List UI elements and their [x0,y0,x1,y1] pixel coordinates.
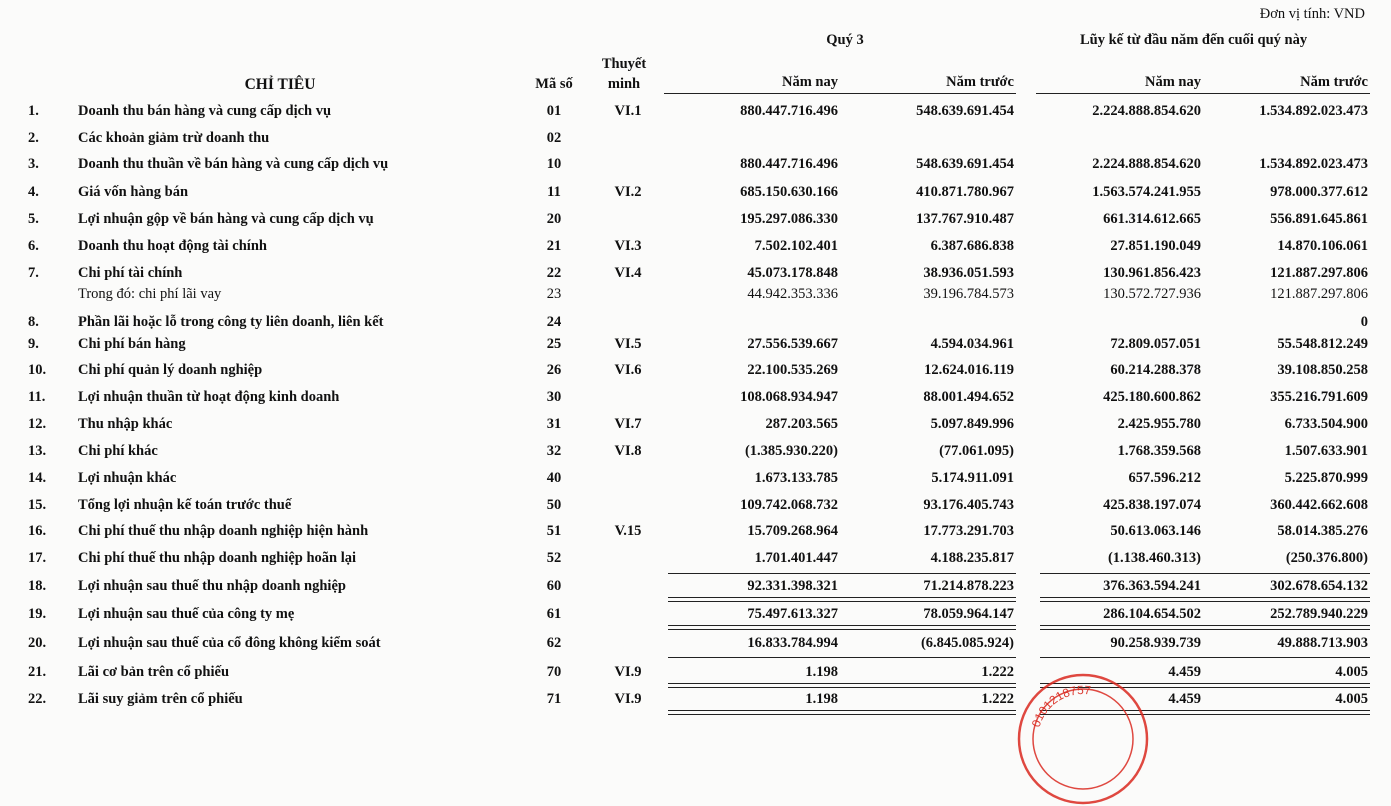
total-rule [668,657,1016,658]
double-rule [1040,597,1370,602]
total-rule [1040,573,1370,574]
table-row: 7. Chi phí tài chính 22 VI.4 45.073.178.848 38.936.051.593 130.961.856.423 121.887.297.806 [28,265,1368,281]
col-note-header-line2: minh [607,76,641,92]
double-rule [668,597,1016,602]
total-rule [668,573,1016,574]
table-row: 15. Tổng lợi nhuận kế toán trước thuế 50 109.742.068.732 93.176.405.743 425.838.197.074 360.442.662.608 [28,497,1368,513]
col-ytd-this-year: Năm nay [1145,74,1201,90]
table-row: 10. Chi phí quản lý doanh nghiệp 26 VI.6 22.100.535.269 12.624.016.119 60.214.288.378 39.108.850.258 [28,362,1368,378]
company-seal-icon [1016,672,1150,806]
table-row: 21. Lãi cơ bản trên cổ phiếu 70 VI.9 1.198 1.222 4.459 4.005 [28,664,1368,680]
table-row: 16. Chi phí thuế thu nhập doanh nghiệp hiện hành 51 V.15 15.709.268.964 17.773.291.703 50.613.063.146 58.014.385.276 [28,523,1368,539]
col-note-header-line1: Thuyết [601,56,647,72]
ytd-group-title: Lũy kế từ đầu năm đến cuối quý này [1080,32,1308,48]
table-row: 9. Chi phí bán hàng 25 VI.5 27.556.539.667 4.594.034.961 72.809.057.051 55.548.812.249 [28,336,1368,352]
col-ytd-last-year: Năm trước [1300,74,1368,90]
table-row: 2. Các khoản giảm trừ doanh thu 02 [28,130,562,146]
double-rule [668,683,1016,688]
svg-text:0101218757 [1029,683,1092,729]
table-row: 1. Doanh thu bán hàng và cung cấp dịch vụ 01 VI.1 880.447.716.496 548.639.691.454 2.224.888.854.620 1.534.892.023.473 [28,103,1368,119]
unit-label: Đơn vị tính: VND [1259,6,1365,22]
table-row: 4. Giá vốn hàng bán 11 VI.2 685.150.630.166 410.871.780.967 1.563.574.241.955 978.000.377.612 [28,184,1368,200]
table-row: 20. Lợi nhuận sau thuế của cổ đông không kiểm soát 62 16.833.784.994 (6.845.085.924) 90.258.939.739 49.888.713.903 [28,635,1368,651]
table-row: 19. Lợi nhuận sau thuế của công ty mẹ 61 75.497.613.327 78.059.964.147 286.104.654.502 252.789.940.229 [28,606,1368,622]
table-row: 5. Lợi nhuận gộp về bán hàng và cung cấp dịch vụ 20 195.297.086.330 137.767.910.487 661.314.612.665 556.891.645.861 [28,211,1368,227]
table-row: 22. Lãi suy giảm trên cổ phiếu 71 VI.9 1.198 1.222 4.459 4.005 [28,691,1368,707]
double-rule [1040,625,1370,630]
table-row: 17. Chi phí thuế thu nhập doanh nghiệp hoãn lại 52 1.701.401.447 4.188.235.817 (1.138.460.313) (250.376.800) [28,550,1368,566]
seal-number: 0101218757 [1028,682,1092,729]
col-quarter-last-year: Năm trước [946,74,1014,90]
col-quarter-this-year: Năm nay [782,74,838,90]
table-row: 18. Lợi nhuận sau thuế thu nhập doanh nghiệp 60 92.331.398.321 71.214.878.223 376.363.594.241 302.678.654.132 [28,578,1368,594]
table-row: 8. Phần lãi hoặc lỗ trong công ty liên doanh, liên kết 24 0 [28,314,1368,330]
col-code-header: Mã số [535,76,573,92]
header-rule-quarter [664,93,1016,94]
total-rule [1040,657,1370,658]
table-row: 3. Doanh thu thuần về bán hàng và cung cấp dịch vụ 10 880.447.716.496 548.639.691.454 2.224.888.854.620 1.534.892.023.473 [28,156,1368,172]
quarter-group-title: Quý 3 [826,32,864,48]
double-rule [668,625,1016,630]
header-rule-ytd [1036,93,1370,94]
table-row: Trong đó: chi phí lãi vay 23 44.942.353.336 39.196.784.573 130.572.727.936 121.887.297.806 [78,286,1368,302]
double-rule [668,710,1016,715]
table-row: 11. Lợi nhuận thuần từ hoạt động kinh doanh 30 108.068.934.947 88.001.494.652 425.180.600.862 355.216.791.609 [28,389,1368,405]
col-indicator-header: CHỈ TIÊU [244,76,316,93]
table-row: 14. Lợi nhuận khác 40 1.673.133.785 5.174.911.091 657.596.212 5.225.870.999 [28,470,1368,486]
table-row: 6. Doanh thu hoạt động tài chính 21 VI.3 7.502.102.401 6.387.686.838 27.851.190.049 14.870.106.061 [28,238,1368,254]
table-row: 12. Thu nhập khác 31 VI.7 287.203.565 5.097.849.996 2.425.955.780 6.733.504.900 [28,416,1368,432]
table-row: 13. Chi phí khác 32 VI.8 (1.385.930.220) (77.061.095) 1.768.359.568 1.507.633.901 [28,443,1368,459]
